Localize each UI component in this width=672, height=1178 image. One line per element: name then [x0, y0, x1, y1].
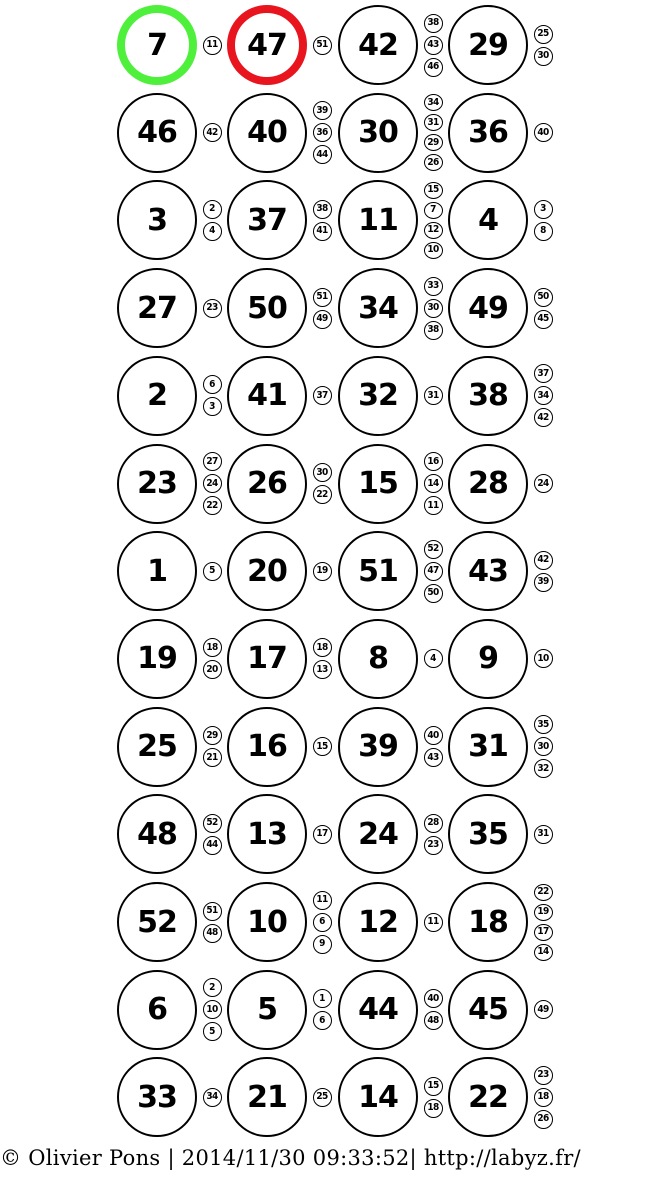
hint-list: [201, 356, 223, 436]
maze-cell: [338, 180, 439, 260]
hint-list: [201, 531, 223, 611]
maze-cell: [117, 180, 215, 260]
hint-list: [311, 5, 333, 85]
hint-list: [532, 93, 554, 173]
hint-list: [422, 5, 444, 85]
hint-number: 11: [424, 913, 443, 932]
maze-cell: [117, 794, 218, 874]
number-circle[interactable]: 8: [338, 619, 418, 699]
maze-cell: [448, 5, 549, 85]
number-circle[interactable]: 24: [338, 794, 418, 874]
hint-number: 40: [424, 726, 443, 745]
hint-number: 42: [203, 123, 222, 142]
maze-cell: [227, 970, 325, 1050]
maze-cell: [117, 5, 218, 85]
hint-list: [311, 180, 333, 260]
hint-number: 34: [424, 94, 443, 111]
maze-cell: [117, 93, 218, 173]
maze-cell: [227, 268, 328, 348]
hint-number: 10: [534, 649, 553, 668]
maze-cell: [117, 882, 218, 962]
hint-number: 52: [203, 814, 222, 833]
maze-cell: [338, 619, 436, 699]
hint-list: [201, 1057, 223, 1137]
maze-cell: [117, 444, 218, 524]
maze-cell: [448, 356, 549, 436]
number-circle[interactable]: 48: [117, 794, 197, 874]
hint-number: 43: [424, 36, 443, 55]
hint-number: 19: [313, 562, 332, 581]
hint-number: 15: [313, 737, 332, 756]
hint-list: [532, 970, 554, 1050]
hint-number: 42: [534, 408, 553, 427]
hint-number: 6: [313, 1011, 332, 1030]
hint-number: 28: [424, 814, 443, 833]
hint-number: 40: [424, 989, 443, 1008]
hint-number: 34: [534, 386, 553, 405]
hint-number: 26: [424, 154, 443, 171]
hint-list: [422, 882, 444, 962]
hint-number: 3: [203, 397, 222, 416]
hint-list: [311, 970, 333, 1050]
number-circle[interactable]: 23: [117, 444, 197, 524]
maze-cell: [338, 970, 439, 1050]
hint-number: 1: [313, 989, 332, 1008]
hint-number: 37: [534, 364, 553, 383]
hint-number: 4: [424, 649, 443, 668]
hint-number: 50: [534, 288, 553, 307]
hint-number: 35: [534, 715, 553, 734]
hint-list: [532, 707, 554, 787]
hint-number: 8: [534, 222, 553, 241]
hint-number: 50: [424, 584, 443, 603]
hint-list: [201, 970, 223, 1050]
hint-list: [201, 707, 223, 787]
hint-number: 9: [313, 935, 332, 954]
hint-list: [532, 356, 554, 436]
maze-cell: [117, 268, 218, 348]
maze-cell: [448, 619, 549, 699]
hint-number: 15: [424, 182, 443, 199]
hint-number: 16: [424, 452, 443, 471]
number-circle[interactable]: 11: [338, 180, 418, 260]
number-circle[interactable]: 44: [338, 970, 418, 1050]
maze-cell: [448, 1057, 549, 1137]
hint-number: 43: [424, 748, 443, 767]
hint-number: 37: [313, 386, 332, 405]
hint-list: [532, 268, 554, 348]
number-circle[interactable]: 40: [227, 93, 307, 173]
maze-cell: [338, 882, 439, 962]
hint-list: [311, 707, 333, 787]
maze-cell: [227, 5, 328, 85]
number-circle[interactable]: 10: [227, 882, 307, 962]
hint-list: [311, 444, 333, 524]
maze-cell: [338, 707, 439, 787]
hint-number: 30: [313, 463, 332, 482]
hint-number: 52: [424, 540, 443, 559]
hint-number: 48: [203, 924, 222, 943]
hint-number: 18: [424, 1099, 443, 1118]
hint-number: 10: [203, 1000, 222, 1019]
hint-number: 3: [534, 200, 553, 219]
maze-cell: [338, 356, 439, 436]
goal-circle[interactable]: 47: [227, 5, 307, 85]
maze-cell: [338, 93, 439, 173]
hint-list: [311, 356, 333, 436]
hint-number: 23: [534, 1066, 553, 1085]
maze-cell: [448, 180, 546, 260]
hint-number: 6: [203, 375, 222, 394]
number-circle[interactable]: 19: [117, 619, 197, 699]
hint-number: 21: [203, 748, 222, 767]
hint-list: [311, 1057, 333, 1137]
hint-number: 44: [313, 145, 332, 164]
hint-list: [422, 707, 444, 787]
hint-number: 5: [203, 1022, 222, 1041]
maze-cell: [117, 356, 215, 436]
hint-number: 22: [313, 485, 332, 504]
hint-number: 11: [203, 36, 222, 55]
hint-number: 17: [534, 924, 553, 941]
hint-list: [422, 180, 444, 260]
hint-number: 49: [534, 1000, 553, 1019]
maze-cell: [338, 268, 439, 348]
hint-number: 38: [424, 321, 443, 340]
number-circle[interactable]: 46: [117, 93, 197, 173]
number-circle[interactable]: 32: [338, 356, 418, 436]
number-circle[interactable]: 6: [117, 970, 197, 1050]
number-circle[interactable]: 15: [338, 444, 418, 524]
copyright-footer: © Olivier Pons | 2014/11/30 09:33:52| http://labyz.fr/: [0, 1146, 581, 1170]
hint-number: 10: [424, 242, 443, 259]
maze-cell: [338, 794, 439, 874]
hint-number: 38: [424, 14, 443, 33]
hint-list: [311, 882, 333, 962]
hint-number: 31: [424, 114, 443, 131]
number-circle[interactable]: 18: [448, 882, 528, 962]
maze-cell: [227, 444, 328, 524]
start-circle[interactable]: 7: [117, 5, 197, 85]
hint-number: 29: [424, 134, 443, 151]
hint-number: 15: [424, 1077, 443, 1096]
hint-number: 17: [313, 825, 332, 844]
hint-number: 2: [203, 200, 222, 219]
number-circle[interactable]: 1: [117, 531, 197, 611]
hint-number: 45: [534, 310, 553, 329]
hint-number: 27: [203, 452, 222, 471]
number-circle[interactable]: 43: [448, 531, 528, 611]
maze-cell: [227, 882, 328, 962]
hint-number: 25: [313, 1088, 332, 1107]
hint-list: [311, 619, 333, 699]
hint-number: 44: [203, 836, 222, 855]
hint-list: [201, 619, 223, 699]
number-circle[interactable]: 30: [338, 93, 418, 173]
number-circle[interactable]: 50: [227, 268, 307, 348]
hint-list: [201, 5, 223, 85]
number-circle[interactable]: 49: [448, 268, 528, 348]
number-circle[interactable]: 28: [448, 444, 528, 524]
hint-list: [532, 619, 554, 699]
hint-list: [311, 268, 333, 348]
maze-cell: [338, 531, 439, 611]
hint-number: 46: [424, 58, 443, 77]
number-circle[interactable]: 4: [448, 180, 528, 260]
maze-cell: [117, 531, 215, 611]
maze-cell: [448, 531, 549, 611]
hint-number: 24: [203, 474, 222, 493]
hint-number: 51: [203, 902, 222, 921]
number-circle[interactable]: 33: [117, 1057, 197, 1137]
hint-number: 22: [534, 884, 553, 901]
hint-list: [422, 444, 444, 524]
number-circle[interactable]: 14: [338, 1057, 418, 1137]
hint-number: 14: [534, 944, 553, 961]
number-circle[interactable]: 52: [117, 882, 197, 962]
number-circle[interactable]: 45: [448, 970, 528, 1050]
hint-number: 38: [313, 200, 332, 219]
number-circle[interactable]: 12: [338, 882, 418, 962]
maze-cell: [338, 444, 439, 524]
hint-number: 20: [203, 660, 222, 679]
hint-number: 5: [203, 562, 222, 581]
hint-list: [532, 531, 554, 611]
maze-cell: [227, 531, 328, 611]
hint-number: 48: [424, 1011, 443, 1030]
maze-cell: [448, 794, 549, 874]
maze-cell: [117, 619, 218, 699]
number-circle[interactable]: 17: [227, 619, 307, 699]
hint-list: [422, 356, 444, 436]
hint-list: [532, 882, 554, 962]
number-circle[interactable]: 37: [227, 180, 307, 260]
number-circle[interactable]: 31: [448, 707, 528, 787]
hint-number: 30: [534, 47, 553, 66]
hint-number: 41: [313, 222, 332, 241]
hint-number: 23: [424, 836, 443, 855]
maze-cell: [117, 970, 218, 1050]
hint-list: [532, 1057, 554, 1137]
hint-number: 4: [203, 222, 222, 241]
hint-number: 30: [534, 737, 553, 756]
hint-number: 11: [424, 496, 443, 515]
hint-list: [422, 531, 444, 611]
hint-number: 18: [313, 638, 332, 657]
maze-cell: [227, 180, 328, 260]
hint-number: 12: [424, 222, 443, 239]
maze-cell: [227, 619, 328, 699]
number-circle[interactable]: 27: [117, 268, 197, 348]
maze-cell: [227, 794, 328, 874]
number-circle[interactable]: 36: [448, 93, 528, 173]
number-circle[interactable]: 26: [227, 444, 307, 524]
hint-list: [201, 882, 223, 962]
hint-number: 13: [313, 660, 332, 679]
hint-list: [532, 794, 554, 874]
hint-number: 26: [534, 1110, 553, 1129]
hint-list: [422, 794, 444, 874]
maze-cell: [117, 707, 218, 787]
number-circle[interactable]: 51: [338, 531, 418, 611]
number-circle[interactable]: 25: [117, 707, 197, 787]
hint-number: 39: [534, 573, 553, 592]
hint-number: 31: [534, 825, 553, 844]
hint-list: [532, 444, 554, 524]
hint-number: 25: [534, 25, 553, 44]
number-circle[interactable]: 21: [227, 1057, 307, 1137]
number-circle[interactable]: 3: [117, 180, 197, 260]
hint-list: [532, 180, 554, 260]
hint-list: [532, 5, 554, 85]
maze-cell: [338, 1057, 439, 1137]
hint-list: [311, 531, 333, 611]
number-circle[interactable]: 13: [227, 794, 307, 874]
number-circle[interactable]: 5: [227, 970, 307, 1050]
hint-number: 39: [313, 101, 332, 120]
hint-list: [422, 268, 444, 348]
hint-number: 24: [534, 474, 553, 493]
hint-number: 18: [534, 1088, 553, 1107]
hint-number: 30: [424, 299, 443, 318]
hint-list: [311, 93, 333, 173]
hint-list: [201, 268, 223, 348]
hint-number: 51: [313, 36, 332, 55]
hint-number: 2: [203, 978, 222, 997]
hint-number: 23: [203, 299, 222, 318]
hint-number: 47: [424, 562, 443, 581]
number-circle[interactable]: 38: [448, 356, 528, 436]
hint-number: 36: [313, 123, 332, 142]
hint-number: 49: [313, 310, 332, 329]
hint-number: 14: [424, 474, 443, 493]
maze-cell: [227, 356, 328, 436]
hint-number: 11: [313, 891, 332, 910]
number-circle[interactable]: 34: [338, 268, 418, 348]
hint-number: 34: [203, 1088, 222, 1107]
hint-list: [422, 970, 444, 1050]
hint-number: 19: [534, 904, 553, 921]
hint-number: 6: [313, 913, 332, 932]
number-circle[interactable]: 2: [117, 356, 197, 436]
maze-cell: [117, 1057, 218, 1137]
maze-cell: [448, 707, 549, 787]
maze-cell: [448, 970, 549, 1050]
number-circle[interactable]: 9: [448, 619, 528, 699]
maze-cell: [448, 882, 549, 962]
hint-list: [201, 444, 223, 524]
hint-number: 29: [203, 726, 222, 745]
maze-cell: [338, 5, 439, 85]
hint-number: 7: [424, 202, 443, 219]
maze-cell: [227, 707, 328, 787]
maze-cell: [448, 93, 549, 173]
hint-number: 40: [534, 123, 553, 142]
hint-number: 32: [534, 759, 553, 778]
hint-number: 31: [424, 386, 443, 405]
hint-list: [201, 93, 223, 173]
number-circle[interactable]: 41: [227, 356, 307, 436]
hint-number: 51: [313, 288, 332, 307]
maze-cell: [448, 444, 549, 524]
maze-cell: [448, 268, 549, 348]
hint-list: [201, 794, 223, 874]
maze-cell: [227, 93, 328, 173]
maze-cell: [227, 1057, 328, 1137]
number-circle[interactable]: 20: [227, 531, 307, 611]
hint-number: 33: [424, 277, 443, 296]
number-circle[interactable]: 35: [448, 794, 528, 874]
hint-list: [201, 180, 223, 260]
hint-number: 22: [203, 496, 222, 515]
number-circle[interactable]: 22: [448, 1057, 528, 1137]
hint-list: [422, 1057, 444, 1137]
hint-number: 42: [534, 551, 553, 570]
hint-list: [422, 93, 444, 173]
hint-number: 18: [203, 638, 222, 657]
number-circle[interactable]: 42: [338, 5, 418, 85]
hint-list: [311, 794, 333, 874]
number-circle[interactable]: 16: [227, 707, 307, 787]
number-circle[interactable]: 39: [338, 707, 418, 787]
number-circle[interactable]: 29: [448, 5, 528, 85]
hint-list: [422, 619, 444, 699]
